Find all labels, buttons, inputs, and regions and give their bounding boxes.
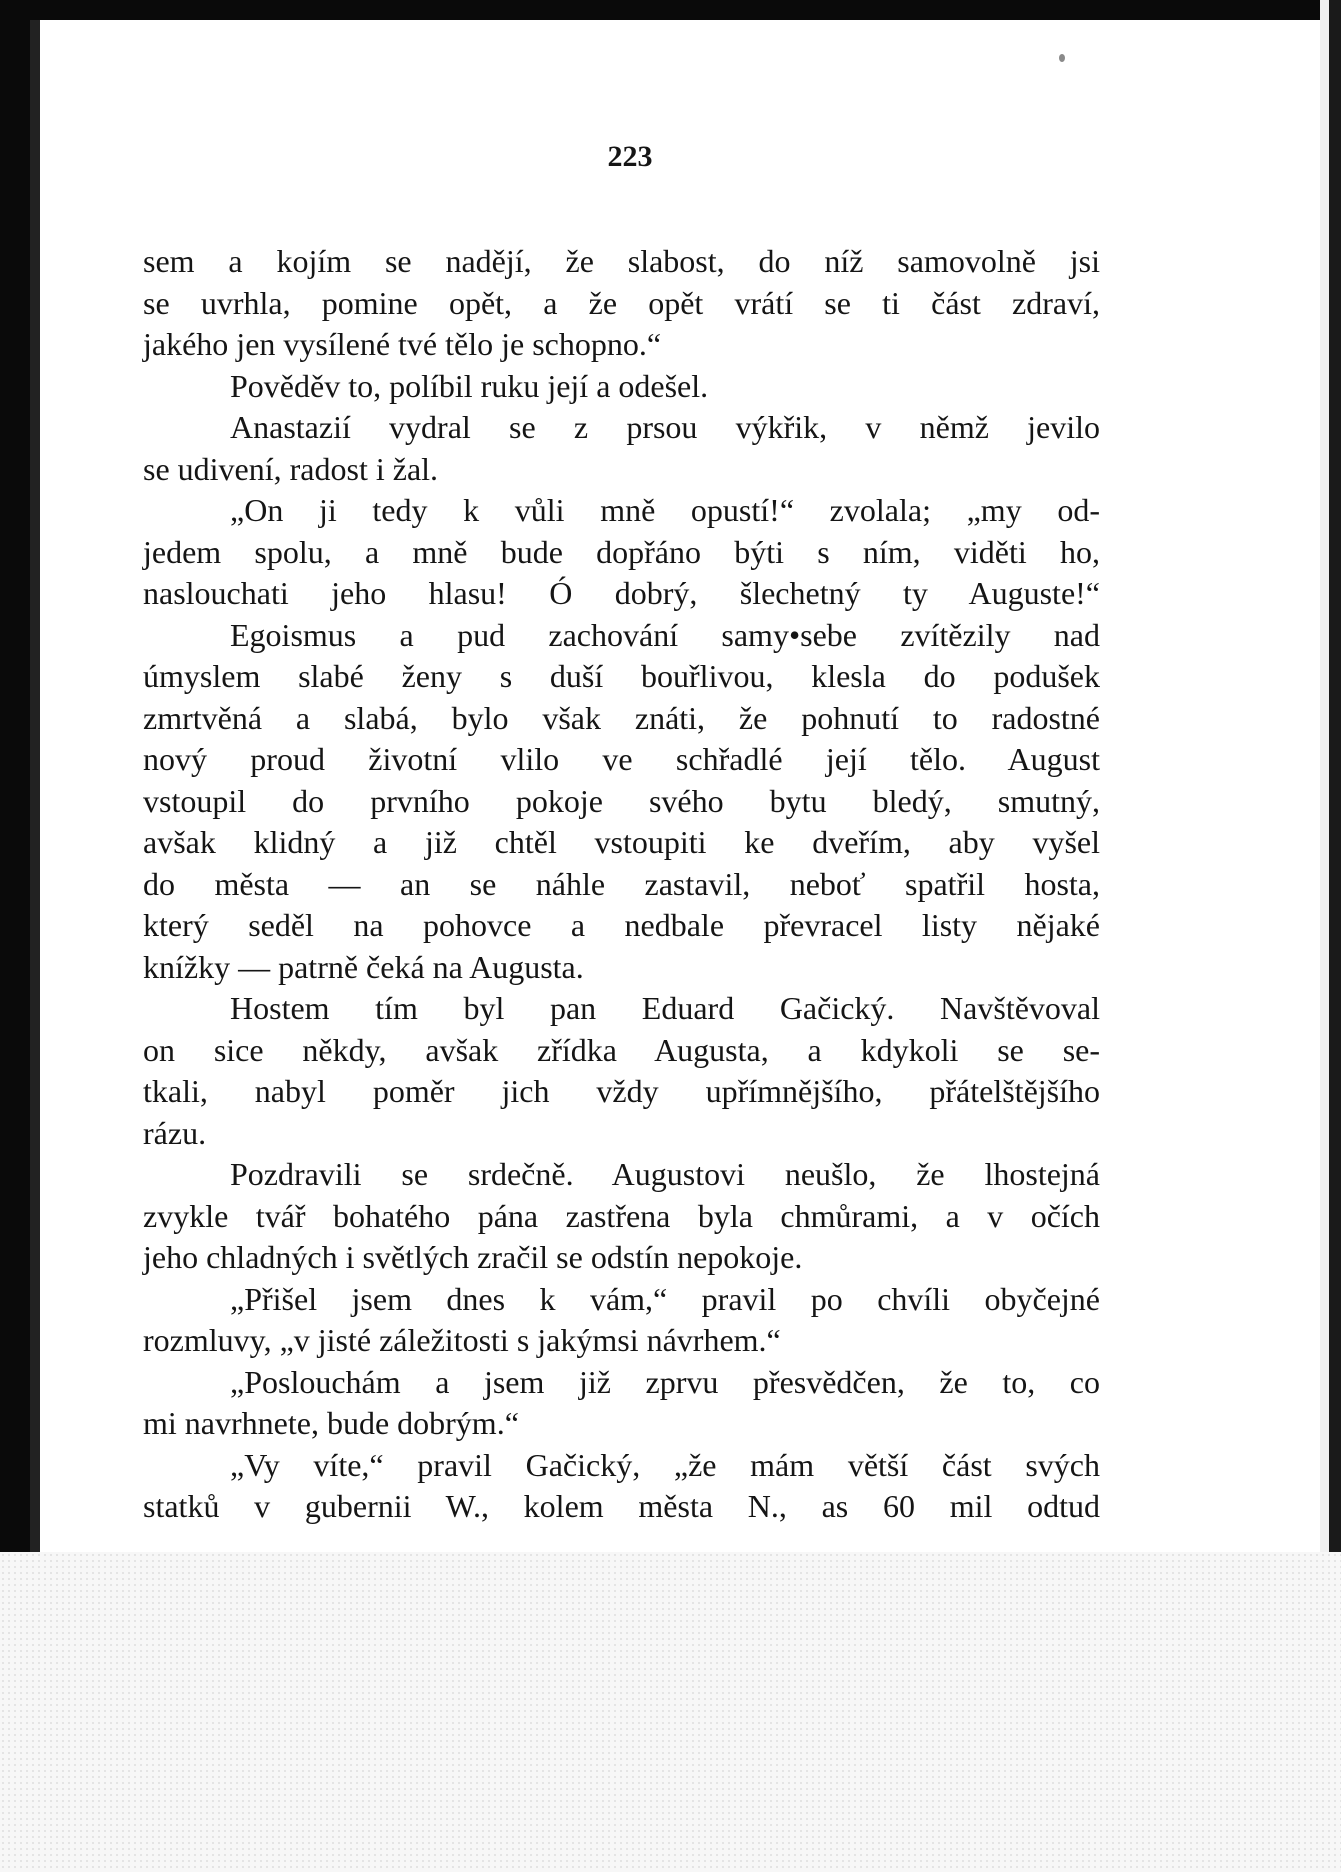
text-line: se uvrhla, pomine opět, a že opět vrátí se ti část zdraví,	[143, 284, 1100, 321]
text-line: nový proud životní vlilo ve schřadlé její tělo. August	[143, 741, 1100, 777]
text-line: úmyslem slabé ženy s duší bouřlivou, klesla do podušek	[143, 658, 1100, 694]
text-line: avšak klidný a již chtěl vstoupiti ke dveřím, aby vyšel	[143, 824, 1100, 860]
text-line: naslouchati jeho hlasu! Ó dobrý, šlechetný ty Auguste!“	[143, 575, 1100, 611]
text-line: zmrtvěná a slabá, bylo však znáti, že pohnutí to radostné	[143, 699, 1100, 736]
text-line: se udivení, radost i žal.	[143, 450, 439, 487]
text-line: jakého jen vysílené tvé tělo je schopno.“	[143, 326, 662, 362]
text-line: rázu.	[143, 1114, 207, 1151]
text-line: Pověděv to, políbil ruku její a odešel.	[230, 367, 709, 404]
scan-right-edge	[1329, 0, 1341, 1552]
text-line: „Vy víte,“ pravil Gačický, „že mám větší část svých	[230, 1446, 1100, 1483]
text-line: „Přišel jsem dnes k vám,“ pravil po chvíli obyčejné	[230, 1280, 1100, 1317]
text-line: Anastazií vydral se z prsou výkřik, v němž jevilo	[230, 409, 1100, 445]
text-line: do města — an se náhle zastavil, neboť spatřil hosta,	[143, 865, 1100, 902]
text-line: mi navrhnete, bude dobrým.“	[143, 1405, 519, 1441]
text-line: statků v gubernii W., kolem města N., as 60 mil odtud	[143, 1488, 1100, 1524]
scan-right-margin	[1320, 0, 1329, 1552]
text-line: rozmluvy, „v jisté záležitosti s jakýmsi návrhem.“	[143, 1322, 781, 1358]
text-line: Egoismus a pud zachování samy•sebe zvítězily nad	[230, 616, 1100, 653]
scan-left-shadow	[30, 20, 40, 1552]
text-line: Pozdravili se srdečně. Augustovi neušlo, že lhostejná	[230, 1156, 1100, 1192]
scan-speck	[1059, 54, 1065, 62]
text-line: on sice někdy, avšak zřídka Augusta, a kdykoli se se-	[143, 1031, 1100, 1068]
text-line: jedem spolu, a mně bude dopřáno býti s ním, viděti ho,	[143, 533, 1100, 570]
text-line: vstoupil do prvního pokoje svého bytu bledý, smutný,	[143, 782, 1100, 819]
scan-top-edge	[0, 0, 1341, 20]
text-line: „Poslouchám a jsem již zprvu přesvědčen, že to, co	[230, 1363, 1100, 1400]
text-line: Hostem tím byl pan Eduard Gačický. Navštěvoval	[230, 990, 1100, 1026]
text-line: zvykle tvář bohatého pána zastřena byla chmůrami, a v očích	[143, 1197, 1100, 1234]
text-line: „On ji tedy k vůli mně opustí!“ zvolala; „my od-	[230, 492, 1100, 528]
body-text	[143, 241, 1100, 1528]
text-line: knížky — patrně čeká na Augusta.	[143, 948, 584, 985]
text-line: sem a kojím se nadějí, že slabost, do níž samovolně jsi	[143, 243, 1100, 279]
text-line: který seděl na pohovce a nedbale převracel listy nějaké	[143, 907, 1100, 943]
page-number: 223	[607, 140, 653, 173]
empty-canvas-area	[0, 1552, 1341, 1872]
text-line: jeho chladných i světlých zračil se odstín nepokoje.	[143, 1239, 803, 1275]
text-line: tkali, nabyl poměr jich vždy upřímnějšího, přátelštějšího	[143, 1073, 1100, 1109]
